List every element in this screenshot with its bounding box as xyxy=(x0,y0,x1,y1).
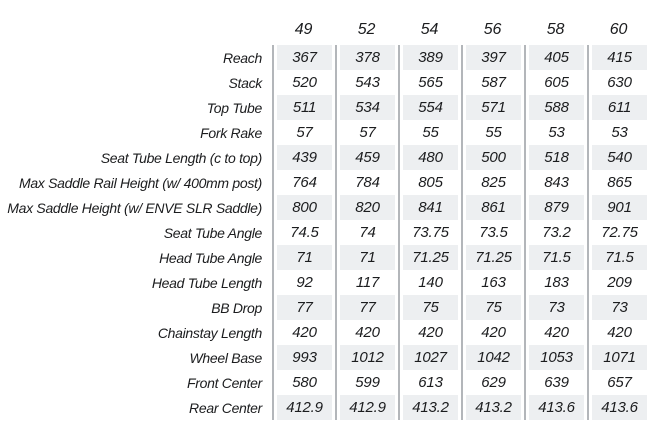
geometry-value-cell: 73.2 xyxy=(524,220,587,245)
geometry-value-cell: 73 xyxy=(524,295,587,320)
row-label: Seat Tube Length (c to top) xyxy=(100,149,262,166)
geometry-value-cell: 397 xyxy=(461,45,524,70)
geometry-value-cell: 412.9 xyxy=(335,395,398,420)
geometry-value-cell: 500 xyxy=(461,145,524,170)
geometry-value-cell: 599 xyxy=(335,370,398,395)
geometry-value-cell: 630 xyxy=(587,70,650,95)
geometry-value-cell: 412.9 xyxy=(272,395,335,420)
row-label: Max Saddle Rail Height (w/ 400mm post) xyxy=(18,174,262,191)
size-column-header: 58 xyxy=(546,21,565,38)
geometry-value-cell: 74 xyxy=(335,220,398,245)
geometry-value-cell: 511 xyxy=(272,95,335,120)
geometry-value-cell: 57 xyxy=(272,120,335,145)
geometry-value-cell: 389 xyxy=(398,45,461,70)
row-label: Head Tube Length xyxy=(151,274,262,291)
geometry-value-cell: 439 xyxy=(272,145,335,170)
geometry-value-cell: 540 xyxy=(587,145,650,170)
geometry-value-cell: 74.5 xyxy=(272,220,335,245)
row-label: Chainstay Length xyxy=(157,324,262,341)
geometry-value-cell: 420 xyxy=(272,320,335,345)
geometry-value-cell: 55 xyxy=(398,120,461,145)
geometry-value-cell: 77 xyxy=(335,295,398,320)
geometry-value-cell: 861 xyxy=(461,195,524,220)
geometry-value-cell: 543 xyxy=(335,70,398,95)
geometry-value-cell: 993 xyxy=(272,345,335,370)
size-column-header: 52 xyxy=(357,21,376,38)
geometry-value-cell: 629 xyxy=(461,370,524,395)
geometry-value-cell: 57 xyxy=(335,120,398,145)
geometry-value-cell: 611 xyxy=(587,95,650,120)
geometry-value-cell: 800 xyxy=(272,195,335,220)
geometry-value-cell: 71.25 xyxy=(398,245,461,270)
geometry-value-cell: 805 xyxy=(398,170,461,195)
geometry-value-cell: 53 xyxy=(524,120,587,145)
geometry-value-cell: 518 xyxy=(524,145,587,170)
geometry-value-cell: 420 xyxy=(524,320,587,345)
geometry-value-cell: 183 xyxy=(524,270,587,295)
row-label: Rear Center xyxy=(189,399,262,416)
row-label: Fork Rake xyxy=(200,124,262,141)
row-label: Seat Tube Angle xyxy=(163,224,262,241)
geometry-value-cell: 554 xyxy=(398,95,461,120)
geometry-value-cell: 72.75 xyxy=(587,220,650,245)
geometry-value-cell: 415 xyxy=(587,45,650,70)
geometry-value-cell: 571 xyxy=(461,95,524,120)
geometry-value-cell: 117 xyxy=(335,270,398,295)
geometry-value-cell: 420 xyxy=(587,320,650,345)
geometry-value-cell: 1042 xyxy=(461,345,524,370)
geometry-value-cell: 605 xyxy=(524,70,587,95)
geometry-value-cell: 825 xyxy=(461,170,524,195)
geometry-value-cell: 367 xyxy=(272,45,335,70)
geometry-value-cell: 580 xyxy=(272,370,335,395)
geometry-value-cell: 71.25 xyxy=(461,245,524,270)
geometry-value-cell: 55 xyxy=(461,120,524,145)
size-column-header: 54 xyxy=(420,21,439,38)
geometry-value-cell: 657 xyxy=(587,370,650,395)
geometry-value-cell: 565 xyxy=(398,70,461,95)
geometry-value-cell: 209 xyxy=(587,270,650,295)
geometry-value-cell: 534 xyxy=(335,95,398,120)
geometry-value-cell: 420 xyxy=(335,320,398,345)
geometry-value-cell: 480 xyxy=(398,145,461,170)
geometry-value-cell: 73.5 xyxy=(461,220,524,245)
geometry-value-cell: 71.5 xyxy=(587,245,650,270)
geometry-value-cell: 413.6 xyxy=(524,395,587,420)
geometry-value-cell: 820 xyxy=(335,195,398,220)
geometry-value-cell: 73 xyxy=(587,295,650,320)
table-corner xyxy=(0,15,272,45)
row-label: Max Saddle Height (w/ ENVE SLR Saddle) xyxy=(7,199,262,216)
geometry-value-cell: 879 xyxy=(524,195,587,220)
geometry-value-cell: 413.6 xyxy=(587,395,650,420)
geometry-value-cell: 413.2 xyxy=(398,395,461,420)
geometry-value-cell: 53 xyxy=(587,120,650,145)
geometry-value-cell: 73.75 xyxy=(398,220,461,245)
geometry-value-cell: 92 xyxy=(272,270,335,295)
geometry-value-cell: 639 xyxy=(524,370,587,395)
size-column-header: 60 xyxy=(609,21,628,38)
geometry-value-cell: 71 xyxy=(272,245,335,270)
size-column-header: 56 xyxy=(483,21,502,38)
geometry-value-cell: 784 xyxy=(335,170,398,195)
geometry-value-cell: 588 xyxy=(524,95,587,120)
geometry-value-cell: 865 xyxy=(587,170,650,195)
geometry-value-cell: 520 xyxy=(272,70,335,95)
geometry-value-cell: 420 xyxy=(461,320,524,345)
row-label: Reach xyxy=(223,49,262,66)
geometry-value-cell: 140 xyxy=(398,270,461,295)
row-label: Front Center xyxy=(187,374,262,391)
geometry-value-cell: 1012 xyxy=(335,345,398,370)
geometry-value-cell: 587 xyxy=(461,70,524,95)
geometry-value-cell: 413.2 xyxy=(461,395,524,420)
geometry-value-cell: 163 xyxy=(461,270,524,295)
row-label: Stack xyxy=(228,74,262,91)
row-label: BB Drop xyxy=(211,299,262,316)
geometry-value-cell: 764 xyxy=(272,170,335,195)
row-label: Head Tube Angle xyxy=(159,249,262,266)
geometry-value-cell: 1071 xyxy=(587,345,650,370)
geometry-value-cell: 71.5 xyxy=(524,245,587,270)
geometry-value-cell: 71 xyxy=(335,245,398,270)
geometry-value-cell: 420 xyxy=(398,320,461,345)
row-label: Wheel Base xyxy=(189,349,262,366)
geometry-value-cell: 77 xyxy=(272,295,335,320)
geometry-value-cell: 1027 xyxy=(398,345,461,370)
geometry-value-cell: 459 xyxy=(335,145,398,170)
geometry-value-cell: 843 xyxy=(524,170,587,195)
geometry-value-cell: 1053 xyxy=(524,345,587,370)
geometry-value-cell: 841 xyxy=(398,195,461,220)
geometry-value-cell: 901 xyxy=(587,195,650,220)
geometry-value-cell: 378 xyxy=(335,45,398,70)
size-column-header: 49 xyxy=(294,21,313,38)
geometry-value-cell: 75 xyxy=(461,295,524,320)
geometry-value-cell: 75 xyxy=(398,295,461,320)
geometry-value-cell: 405 xyxy=(524,45,587,70)
row-label: Top Tube xyxy=(206,99,262,116)
geometry-value-cell: 613 xyxy=(398,370,461,395)
